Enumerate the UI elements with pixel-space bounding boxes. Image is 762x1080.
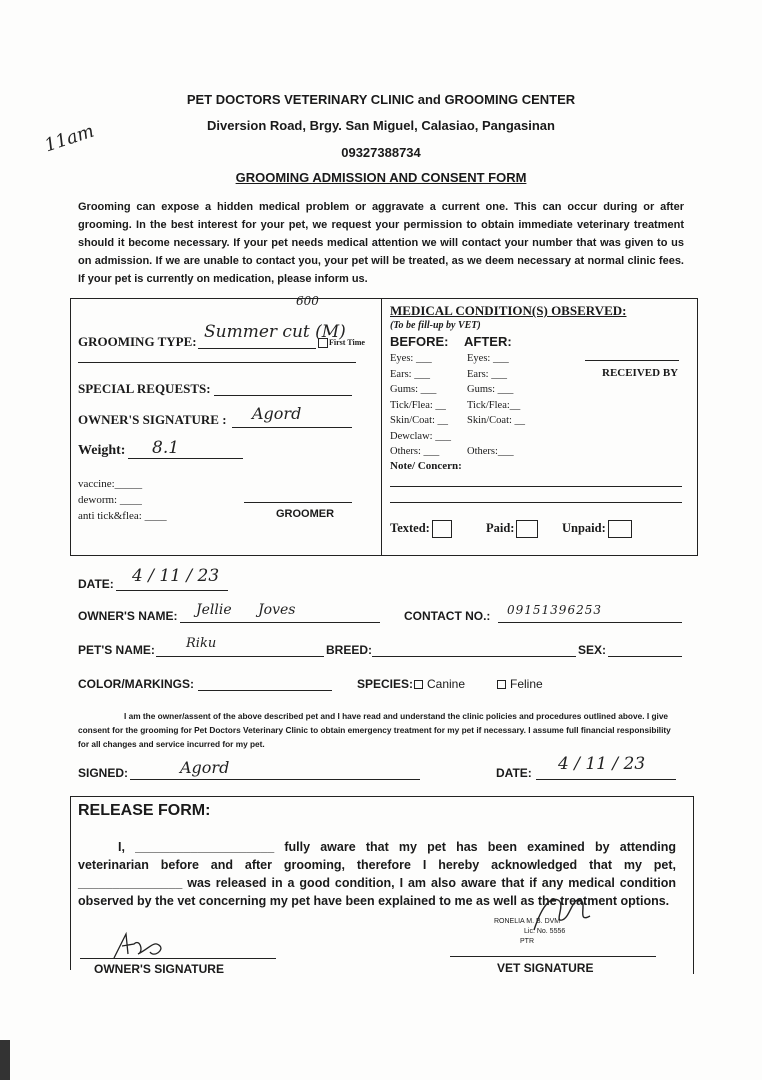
received-by-line[interactable] [585,360,679,361]
before-header: BEFORE: [390,334,449,349]
vet-signature-label: VET SIGNATURE [497,961,594,975]
release-top-border [70,796,694,797]
note-concern-label: Note/ Concern: [390,460,462,472]
before-eyes[interactable]: Eyes: ___ [390,353,432,364]
special-requests-label: SPECIAL REQUESTS: [78,381,211,396]
first-time-label: First Time [329,338,365,347]
after-ears[interactable]: Ears: ___ [467,368,507,380]
feline-option[interactable] [497,677,543,691]
groomer-label: GROOMER [276,508,335,520]
color-label: COLOR/MARKINGS: [78,677,194,691]
owner-release-signature-scribble [110,928,170,964]
paid-checkbox[interactable] [516,520,538,538]
stamp-name: RONELIA M. B. DVM [494,918,561,925]
sex-line[interactable] [608,656,682,657]
price-note: 600 [296,294,319,308]
vet-signature-scribble [528,890,598,940]
grooming-type-line [198,348,316,349]
signed-value: Agord [180,758,230,777]
margin-note: 11am [41,120,97,157]
unpaid-label: Unpaid: [562,520,606,535]
date-value: 4 / 11 / 23 [132,566,220,586]
clinic-name: PET DOCTORS VETERINARY CLINIC and GROOMING CENTER [186,92,576,107]
grooming-type-value[interactable]: Summer cut (M) [204,322,346,342]
note-line-1[interactable] [390,486,682,487]
medical-subtitle: (To be fill-up by VET) [390,320,481,331]
medical-title: MEDICAL CONDITION(S) OBSERVED: [390,303,627,318]
groomer-line[interactable] [244,502,352,503]
breed-label: BREED: [326,643,373,657]
release-left-border [70,796,71,970]
before-gums[interactable]: Gums: ___ [390,384,437,395]
release-title: RELEASE FORM: [78,802,211,819]
signed-label: SIGNED: [78,766,129,780]
owner-signature-label: OWNER'S SIGNATURE : [78,412,227,427]
vet-signature-line[interactable] [450,956,656,957]
breed-line[interactable] [372,656,576,657]
species-label: SPECIES: [357,677,414,691]
sex-label: SEX: [578,643,607,657]
texted-checkbox[interactable] [432,520,452,538]
weight-line[interactable] [128,458,243,459]
feline-label: Feline [510,677,543,691]
owner-signature-release-label: OWNER'S SIGNATURE [94,962,224,976]
after-eyes[interactable]: Eyes: ___ [467,353,509,364]
before-ears[interactable]: Ears: ___ [390,368,430,380]
received-by-label: RECEIVED BY [602,367,679,379]
release-right-border [693,796,694,974]
contact-value: 09151396253 [507,603,602,617]
owner-name-value: Jellie Joves [196,602,296,618]
note-line-2[interactable] [390,502,682,503]
first-time-option[interactable] [318,338,365,348]
owner-signature-value: Agord [252,404,302,423]
first-time-checkbox[interactable] [318,338,328,348]
vaccine-field[interactable]: vaccine:_____ [78,478,143,490]
before-skin-coat[interactable]: Skin/Coat: __ [390,415,449,426]
grooming-type-line-2 [78,362,356,363]
pet-name-label: PET'S NAME: [78,643,155,657]
paid-label: Paid: [486,520,515,535]
color-line[interactable] [198,690,332,691]
before-tick-flea[interactable]: Tick/Flea: __ [390,399,446,411]
after-column [467,351,525,460]
date-line[interactable] [116,590,228,591]
paid-option[interactable] [486,520,538,538]
clinic-phone: 09327388734 [341,145,421,160]
release-text: I, ____________________ fully aware that my pet has been examined by attending veterinarian before and after grooming, therefore I hereby acknowledged that my pet, _______________ was released in a good condition, I am also aware that if any medical condition observed by the vet concerning my pet have been explained to me as well as the treatment options. [78,840,676,908]
consent-date-line[interactable] [536,779,676,780]
after-header: AFTER: [464,334,512,349]
owner-name-label: OWNER'S NAME: [78,609,178,623]
pet-name-line[interactable] [156,656,324,657]
date-label: DATE: [78,577,114,591]
weight-value: 8.1 [152,438,180,458]
stamp-license: Lic. No. 5556 [524,928,566,935]
grooming-type-label: GROOMING TYPE: [78,334,197,349]
contact-label: CONTACT NO.: [404,609,491,623]
pet-name-value: Riku [186,636,217,651]
before-others[interactable]: Others: ___ [390,446,440,457]
signed-line[interactable] [130,779,420,780]
intro-paragraph: Grooming can expose a hidden medical problem or aggravate a current one. This can occur during or after grooming. In the best interest for your pet, we request your permission to obtain immediate veterinary treatment should it become necessary. If your pet needs medical attention we will contact your number that was given to us on admission. If we are unable to contact you, your pet will be treated, as we deem necessary at normal clinic fees. If your pet is currently on medication, please inform us. [78,201,684,285]
clinic-address: Diversion Road, Brgy. San Miguel, Calasiao, Pangasinan [207,118,555,133]
consent-text: I am the owner/assent of the above described pet and I have read and understand the clinic policies and procedures outlined above. I give consent for the grooming for Pet Doctors Veterinary Clinic to obtain emergency treatment for my pet if necessary. I assume full financial responsibility for all changes and service incurred for my pet. [78,711,671,749]
owner-name-line[interactable] [180,622,380,623]
owner-signature-line[interactable] [232,427,352,428]
canine-option[interactable] [414,677,465,691]
deworm-field[interactable]: deworm: ____ [78,494,142,506]
before-dewclaw[interactable]: Dewclaw: ___ [390,430,451,442]
before-column [390,351,451,460]
scan-edge-shadow [0,1040,10,1080]
after-gums[interactable]: Gums: ___ [467,384,514,395]
form-title: GROOMING ADMISSION AND CONSENT FORM [235,170,527,185]
unpaid-checkbox[interactable] [608,520,632,538]
feline-checkbox[interactable] [497,680,506,689]
antitick-field[interactable]: anti tick&flea: ____ [78,510,167,522]
after-others[interactable]: Others:___ [467,446,514,457]
canine-label: Canine [427,677,466,691]
weight-label: Weight: [78,443,126,458]
box-divider [381,298,382,555]
after-tick-flea[interactable]: Tick/Flea:__ [467,399,521,411]
consent-date-value: 4 / 11 / 23 [558,754,646,774]
canine-checkbox[interactable] [414,680,423,689]
contact-line[interactable] [498,622,682,623]
texted-option[interactable] [390,520,452,538]
special-requests-field[interactable] [214,395,352,396]
consent-date-label: DATE: [496,766,532,780]
stamp-ptr: PTR [520,938,534,945]
unpaid-option[interactable] [562,520,632,538]
after-skin-coat[interactable]: Skin/Coat: __ [467,415,526,426]
after-dewclaw-empty [467,429,525,445]
texted-label: Texted: [390,520,430,535]
